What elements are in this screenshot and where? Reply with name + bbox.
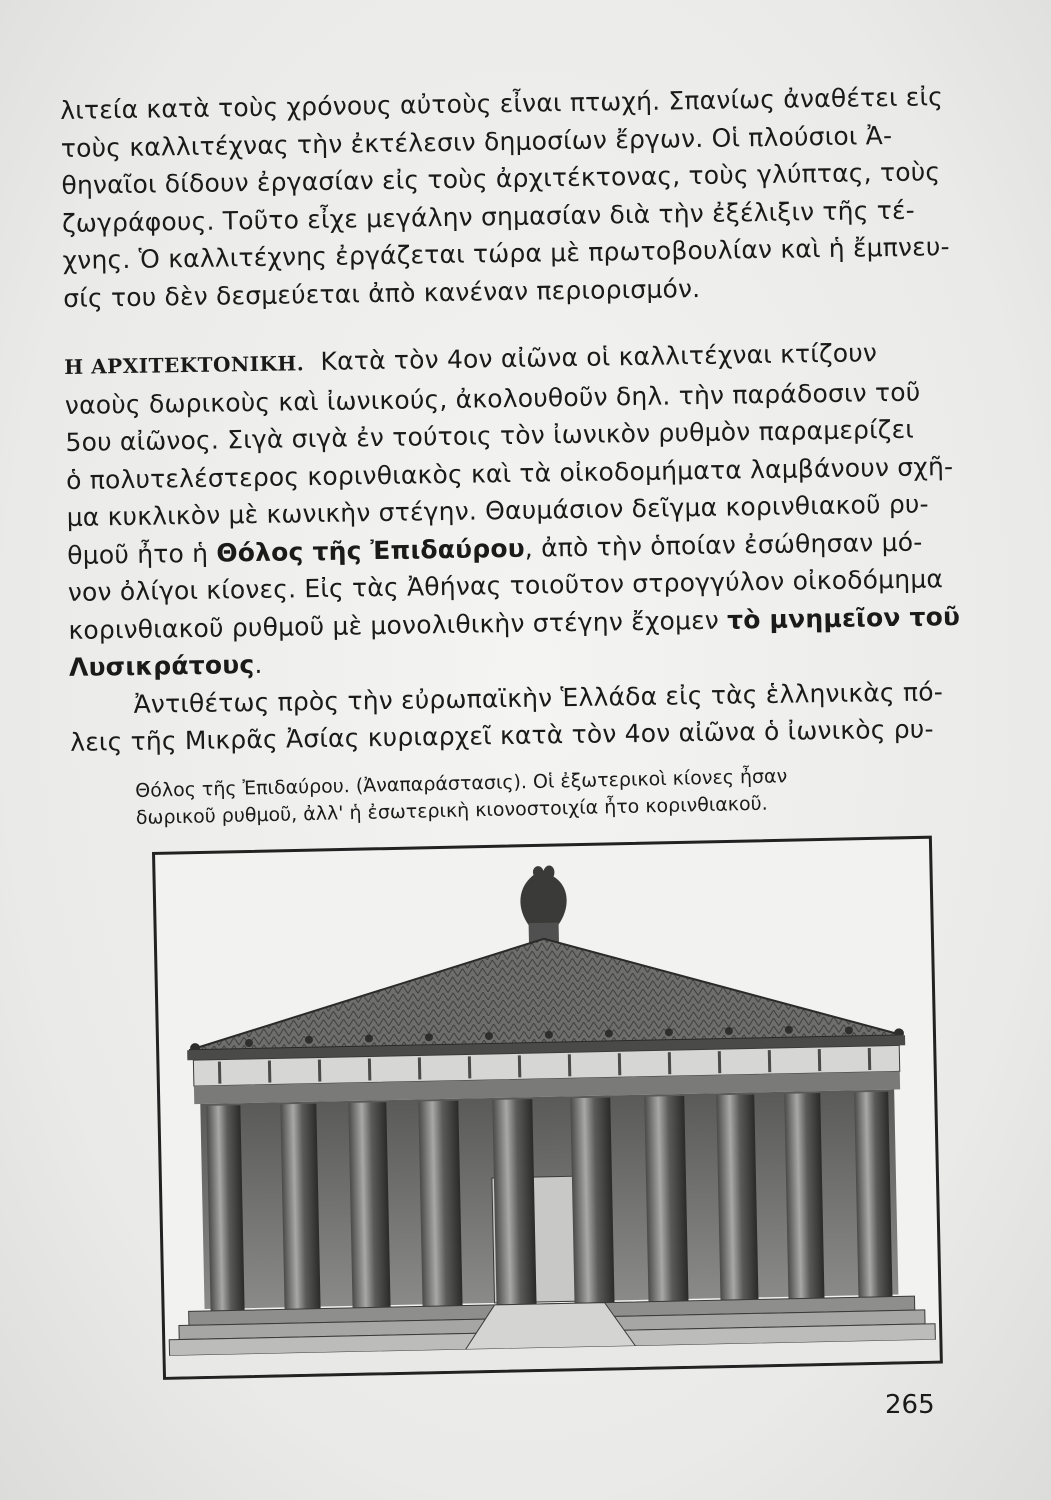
text-span: θμοῦ ἦτο ἡ bbox=[67, 538, 209, 570]
text-line: Ἀντιθέτως πρὸς τὴν εὐρωπαϊκὴν Ἑλλάδα εἰς τὰς ἑλληνικὰς πό- bbox=[133, 676, 944, 719]
text-span: , ἀπὸ τὴν ὁποίαν ἐσώθησαν μό- bbox=[524, 527, 923, 563]
text-line: ναοὺς δωρικοὺς καὶ ἰωνικούς, ἀκολουθοῦν δηλ. τὴν παράδοσιν τοῦ bbox=[64, 377, 921, 420]
tholos-illustration bbox=[152, 836, 943, 1380]
text-line: ζωγράφους. Τοῦτο εἶχε μεγάλην σημασίαν διὰ τὴν ἐξέλιξιν τῆς τέ- bbox=[61, 195, 916, 238]
highlight-epidaurus: Θόλος τῆς Ἐπιδαύρου bbox=[216, 533, 526, 568]
body-text bbox=[60, 78, 961, 761]
caption-line: Θόλος τῆς Ἐπιδαύρου. (Ἀναπαράστασις). Οἱ ἐξωτερικοὶ κίονες ἦσαν bbox=[135, 765, 788, 802]
text-line: λεις τῆς Μικρᾶς Ἀσίας κυριαρχεῖ κατὰ τὸν 4ον αἰῶνα ὁ ἰωνικὸς ρυ- bbox=[69, 714, 934, 757]
conical-roof bbox=[187, 931, 903, 1050]
text-line: λιτεία κατὰ τοὺς χρόνους αὐτοὺς εἶναι πτωχή. Σπανίως ἀναθέτει εἰς bbox=[60, 82, 944, 125]
section-heading: Η ΑΡΧΙΤΕΚΤΟΝΙΚΗ. bbox=[64, 351, 305, 379]
figure-caption bbox=[135, 761, 896, 832]
text-span: Κατὰ τὸν 4ον αἰῶνα οἱ καλλιτέχναι κτίζουν bbox=[320, 338, 878, 376]
temple-drawing bbox=[155, 839, 940, 1377]
illustration-frame bbox=[152, 836, 943, 1380]
page-number: 265 bbox=[885, 1390, 935, 1420]
text-span: . bbox=[254, 649, 263, 680]
text-line: 5ου αἰῶνος. Σιγὰ σιγὰ ἐν τούτοις τὸν ἰωνικὸν ρυθμὸν παραμερίζει bbox=[65, 414, 915, 457]
text-span: κορινθιακοῦ ρυθμοῦ μὲ μονολιθικὴν στέγην ἔχομεν bbox=[68, 605, 720, 645]
text-line: ὁ πολυτελέστερος κορινθιακὸς καὶ τὰ οἰκοδομήματα λαμβάνουν σχῆ- bbox=[65, 451, 954, 495]
text-line: μα κυκλικὸν μὲ κωνικὴν στέγην. Θαυμάσιον δεῖγμα κορινθιακοῦ ρυ- bbox=[66, 489, 929, 532]
highlight-monument: τὸ μνημεῖον τοῦ bbox=[726, 601, 961, 635]
roof-finial bbox=[520, 865, 568, 943]
text-line: χνης. Ὁ καλλιτέχνης ἐργάζεται τώρα μὲ πρωτοβουλίαν καὶ ἡ ἔμπνευ- bbox=[62, 232, 950, 275]
text-line: τοὺς καλλιτέχνας τὴν ἐκτέλεσιν δημοσίων ἔργων. Οἱ πλούσιοι Ἀ- bbox=[60, 120, 893, 163]
text-line: θηναῖοι δίδουν ἐργασίαν εἰς τοὺς ἀρχιτέκτονας, τοὺς γλύπτας, τοὺς bbox=[61, 157, 941, 200]
caption-line: δωρικοῦ ρυθμοῦ, ἀλλ' ἡ ἐσωτερικὴ κιονοστοιχία ἦτο κορινθιακοῦ. bbox=[135, 792, 768, 829]
text-line: νον ὀλίγοι κίονες. Εἰς τὰς Ἀθήνας τοιοῦτον στρογγύλον οἰκοδόμημα bbox=[67, 564, 944, 607]
highlight-lysicrates: Λυσικράτους bbox=[68, 650, 255, 682]
text-line: σίς του δὲν δεσμεύεται ἀπὸ κανέναν περιορισμόν. bbox=[63, 273, 701, 313]
